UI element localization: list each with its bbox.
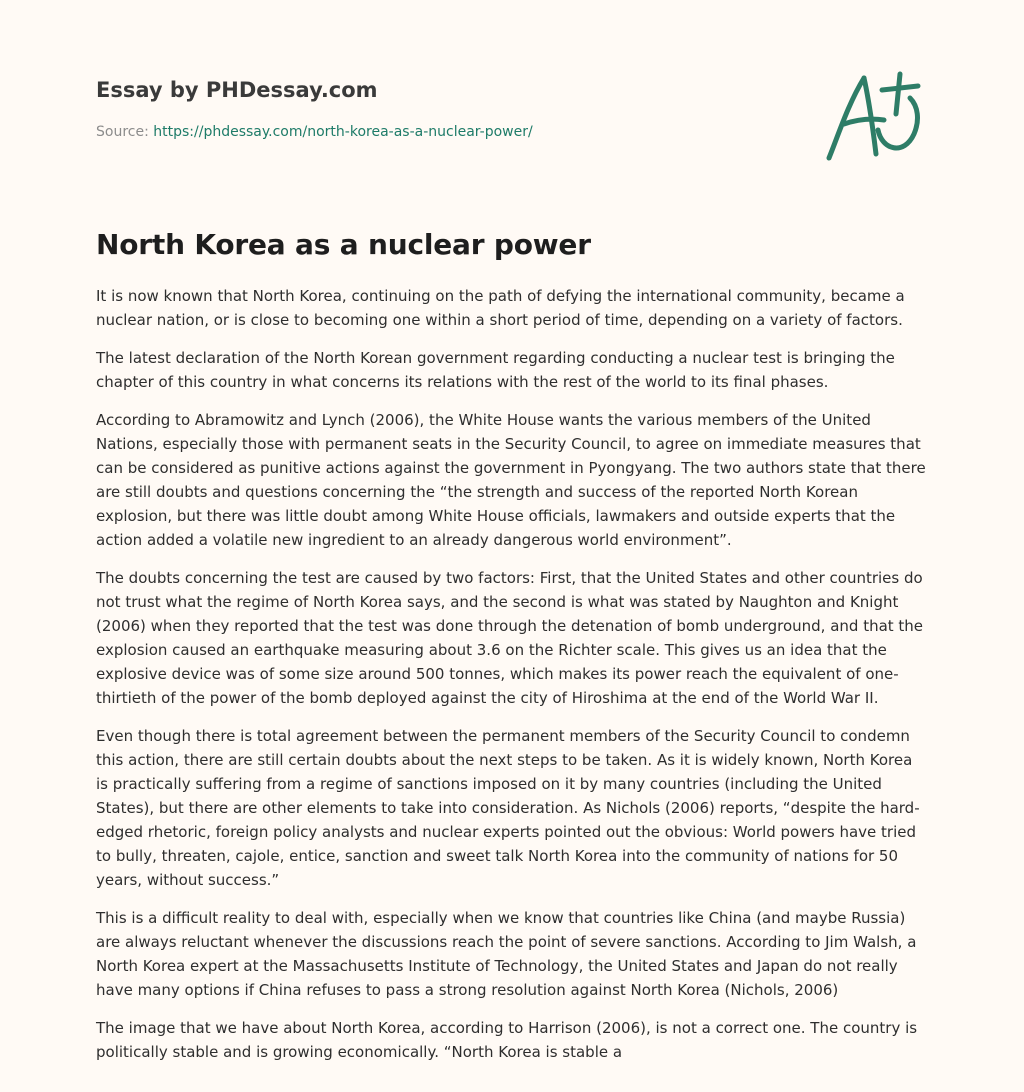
a-plus-logo-icon [818,66,930,166]
page-header [96,75,796,142]
essay-title: North Korea as a nuclear power [96,228,591,261]
paragraph: The latest declaration of the North Korean government regarding conducting a nuclear test is bringing the chapter of this country in what concerns its relations with the rest of the world to its final phases. [96,349,895,391]
source-line [96,122,796,142]
site-brand: Essay by PHDessay.com [96,78,378,102]
paragraph: The doubts concerning the test are caused by two factors: First, that the United States and other countries do not trust what the regime of North Korea says, and the second is what was stated by Naughton and Knight (2006) when they reported that the test was done through the detenation of bomb underground, and that the explosion caused an earthquake measuring about 3.6 on the Richter scale. This gives us an idea that the explosive device was of some size around 500 tonnes, which makes its power reach the equivalent of one-thirtieth of the power of the bomb deployed against the city of Hiroshima at the end of the World War II. [96,569,924,707]
paragraph: It is now known that North Korea, continuing on the path of defying the international community, became a nuclear nation, or is close to becoming one within a short period of time, depending on a variety of factors. [96,287,905,329]
paragraph: The image that we have about North Korea, according to Harrison (2006), is not a correct one. The country is politically stable and is growing economically. “North Korea is stable a [96,1019,918,1061]
paragraph: This is a difficult reality to deal with, especially when we know that countries like China (and maybe Russia) are always reluctant whenever the discussions reach the point of severe sanctions. According to Jim Walsh, a North Korea expert at the Massachusetts Institute of Technology, the United States and Japan do not really have many options if China refuses to pass a strong resolution against North Korea (Nichols, 2006) [96,909,917,999]
paragraph: According to Abramowitz and Lynch (2006), the White House wants the various members of the United Nations, especially those with permanent seats in the Security Council, to agree on immediate measures that can be considered as punitive actions against the government in Pyongyang. The two authors state that there are still doubts and questions concerning the “the strength and success of the reported North Korean explosion, but there was little doubt among White House officials, lawmakers and outside experts that the action added a volatile new ingredient to an already dangerous world environment”. [96,411,926,549]
essay-body [96,284,928,1078]
source-label: Source: [96,124,149,140]
paragraph: Even though there is total agreement between the permanent members of the Security Council to condemn this action, there are still certain doubts about the next steps to be taken. As it is widely known, North Korea is practically suffering from a regime of sanctions imposed on it by many countries (including the United States), but there are other elements to take into consideration. As Nichols (2006) reports, “despite the hard-edged rhetoric, foreign policy analysts and nuclear experts pointed out the obvious: World powers have tried to bully, threaten, cajole, entice, sanction and sweet talk North Korea into the community of nations for 50 years, without success.” [96,727,920,889]
source-link[interactable]: https://phdessay.com/north-korea-as-a-nuclear-power/ [153,124,533,140]
